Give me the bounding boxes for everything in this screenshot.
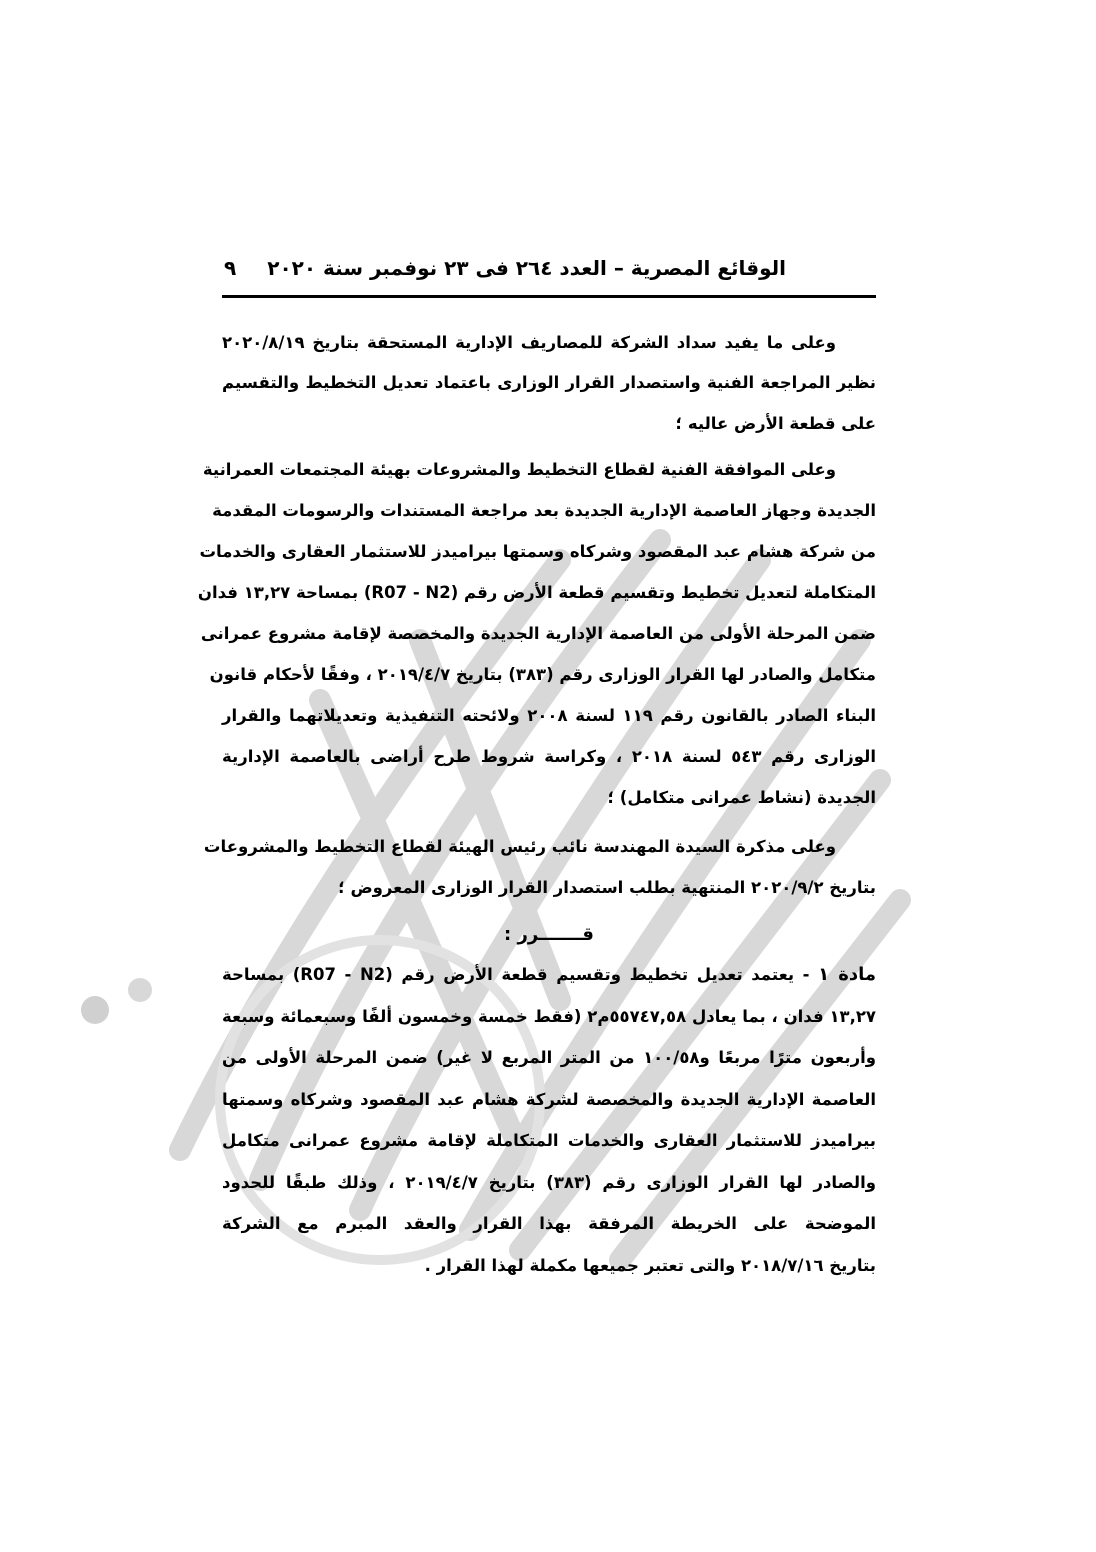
gazette-title: الوقائع المصرية – العدد ٢٦٤ فى ٢٣ نوفمبر سنة ٢٠٢٠ <box>267 256 786 280</box>
decision-title: قـــــــرر : <box>504 924 594 945</box>
text-line: بتاريخ ٢٠٢٠/٩/٢ المنتهية بطلب استصدار القرار الوزارى المعروض ؛ <box>338 878 876 897</box>
text-line: - يعتمد تعديل تخطيط وتقسيم قطعة الأرض رقم (R07 - N2) بمساحة <box>222 965 810 984</box>
text-line: نظير المراجعة الفنية واستصدار القرار الوزارى باعتماد تعديل التخطيط والتقسيم <box>222 373 876 392</box>
text-line: وعلى مذكرة السيدة المهندسة نائب رئيس الهيئة لقطاع التخطيط والمشروعات <box>203 837 836 856</box>
text-line: ضمن المرحلة الأولى من العاصمة الإدارية الجديدة والمخصصة لإقامة مشروع عمرانى <box>200 624 876 643</box>
text-line: بيراميدز للاستثمار العقارى والخدمات المتكاملة لإقامة مشروع عمرانى متكامل <box>222 1131 876 1150</box>
text-line: الجديدة (نشاط عمرانى متكامل) ؛ <box>607 788 876 807</box>
text-line: المتكاملة لتعديل تخطيط وتقسيم قطعة الأرض رقم (R07 - N2) بمساحة ١٣,٢٧ فدان <box>197 583 876 602</box>
page-header <box>222 252 876 288</box>
header-divider <box>222 295 876 298</box>
text-line: البناء الصادر بالقانون رقم ١١٩ لسنة ٢٠٠٨ ولائحته التنفيذية وتعديلاتهما والقرار <box>222 706 876 725</box>
text-line: بتاريخ ٢٠١٨/٧/١٦ والتى تعتبر جميعها مكملة لهذا القرار . <box>424 1256 876 1275</box>
text-line: وأربعون مترًا مربعًا و١٠٠/٥٨ من المتر المربع لا غير) ضمن المرحلة الأولى من <box>222 1048 876 1067</box>
text-line: من شركة هشام عبد المقصود وشركاه وسمتها بيراميدز للاستثمار العقارى والخدمات <box>199 542 876 561</box>
text-line: وعلى ما يفيد سداد الشركة للمصاريف الإدارية المستحقة بتاريخ ٢٠٢٠/٨/١٩ <box>222 333 836 352</box>
text-line: العاصمة الإدارية الجديدة والمخصصة لشركة هشام عبد المقصود وشركاه وسمتها <box>222 1090 876 1109</box>
text-line: الوزارى رقم ٥٤٣ لسنة ٢٠١٨ ، وكراسة شروط طرح أراضى بالعاصمة الإدارية <box>222 747 877 766</box>
text-line: والصادر لها القرار الوزارى رقم (٣٨٣) بتاريخ ٢٠١٩/٤/٧ ، وذلك طبقًا للحدود <box>222 1173 876 1192</box>
text-line: متكامل والصادر لها القرار الوزارى رقم (٣٨٣) بتاريخ ٢٠١٩/٤/٧ ، وفقًا لأحكام قانون <box>209 665 876 684</box>
page-number: ٩ <box>224 256 237 280</box>
text-line: الموضحة على الخريطة المرفقة بهذا القرار والعقد المبرم مع الشركة <box>222 1214 876 1233</box>
text-line: وعلى الموافقة الفنية لقطاع التخطيط والمشروعات بهيئة المجتمعات العمرانية <box>202 460 836 479</box>
article-label: مادة ١ <box>818 964 876 985</box>
article-first-line <box>222 963 876 987</box>
text-line: ١٣,٢٧ فدان ، بما يعادل ٥٥٧٤٧,٥٨م٢ (فقط خمسة وخمسون ألفًا وسبعمائة وسبعة <box>222 1007 876 1026</box>
text-line: الجديدة وجهاز العاصمة الإدارية الجديدة بعد مراجعة المستندات والرسومات المقدمة <box>212 501 876 520</box>
text-line: على قطعة الأرض عاليه ؛ <box>675 414 876 433</box>
